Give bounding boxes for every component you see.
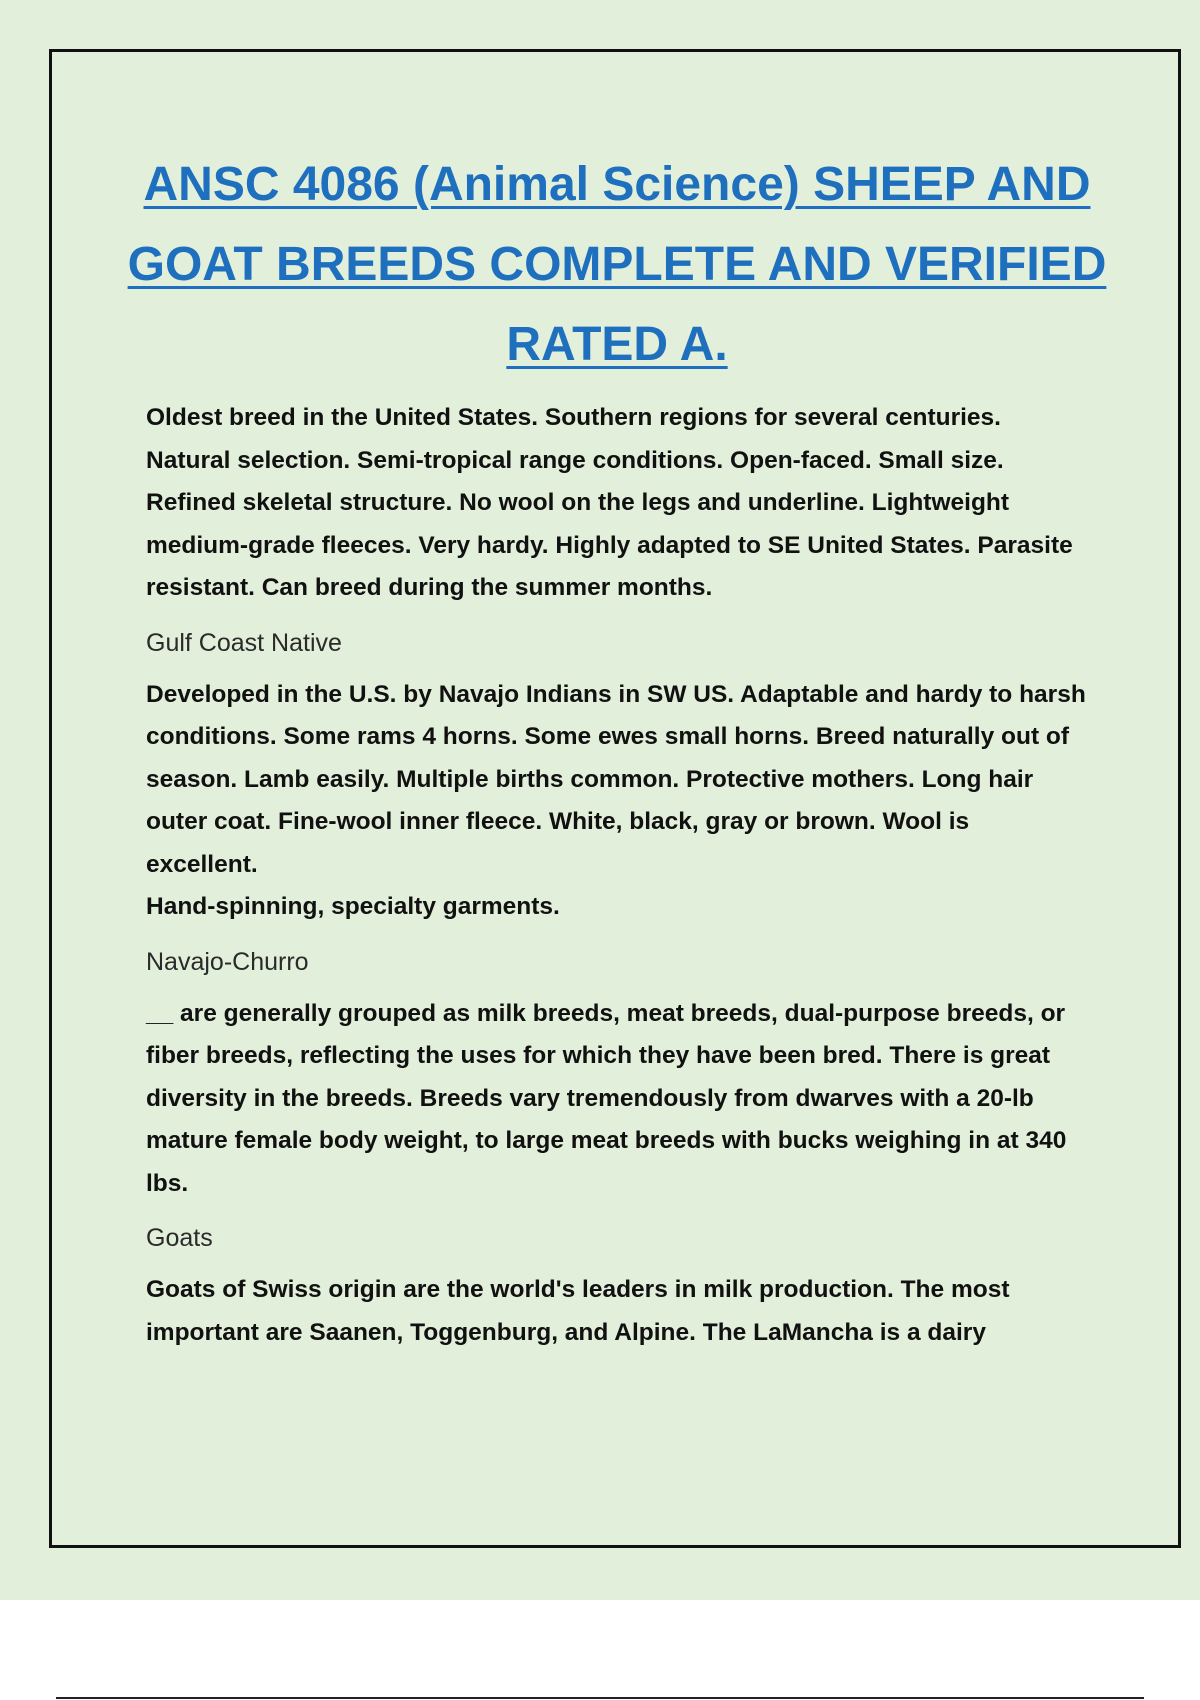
entry-2-description-continued: Hand-spinning, specialty garments. — [146, 893, 560, 920]
entry-3-answer: Goats — [146, 1224, 213, 1252]
entry-3-description: __ are generally grouped as milk breeds, meat breeds, dual-purpose breeds, or fiber breeds, reflecting the uses for which they have been bred. There is great diversity in the breeds. Breeds vary tremendously from dwarves with a 20-lb mature female body weight, to large meat breeds with bucks weighing in at 340 lbs. — [146, 999, 1067, 1197]
entry-1-answer: Gulf Coast Native — [146, 628, 342, 657]
entry-4-description: Goats of Swiss origin are the world's leaders in milk production. The most important are Saanen, Toggenburg, and Alpine. The LaMancha is a dairy — [146, 1276, 1010, 1346]
entry-1-description: Oldest breed in the United States. Southern regions for several centuries. Natural selection. Semi-tropical range conditions. Open-faced. Small size. Refined skeletal structure. No wool on the legs and underline. Lightweight medium-grade fleeces. Very hardy. Highly adapted to SE United States. Parasite resistant. Can breed during the summer months. — [146, 404, 1073, 601]
document-body — [146, 397, 1086, 1354]
entry-2-answer: Navajo-Churro — [146, 947, 309, 976]
footer-divider — [56, 1697, 1144, 1699]
entry-2-description: Developed in the U.S. by Navajo Indians in SW US. Adaptable and hardy to harsh conditions. Some rams 4 horns. Some ewes small horns. Breed naturally out of season. Lamb easily. Multiple births common. Protective mothers. Long hair outer coat. Fine-wool inner fleece. White, black, gray or brown. Wool is excellent. — [146, 680, 1086, 878]
document-title: ANSC 4086 (Animal Science) SHEEP AND GOAT BREEDS COMPLETE AND VERIFIED RATED A. — [127, 158, 1107, 371]
